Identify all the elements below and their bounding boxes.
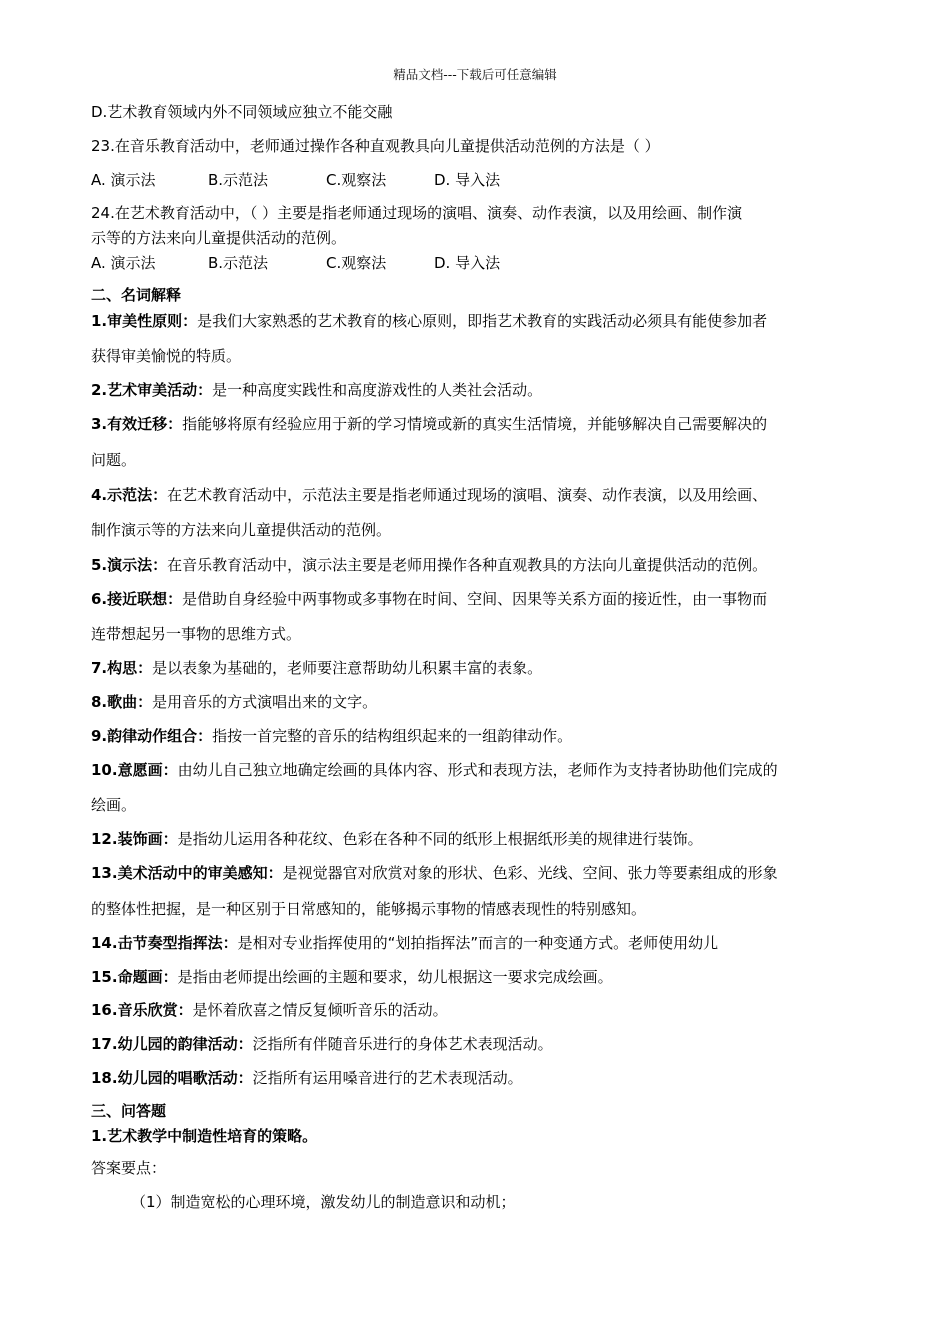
term-definition: 是指幼儿运用各种花纹、色彩在各种不同的纸形上根据纸形美的规律进行装饰。 bbox=[177, 830, 703, 848]
term-definition: 是用音乐的方式演唱出来的文字。 bbox=[152, 693, 378, 711]
term-label: 18.幼儿园的唱歌活动： bbox=[91, 1069, 253, 1087]
term-label: 2.艺术审美活动： bbox=[91, 381, 213, 399]
qa-question: 1.艺术教学中制造性培育的策略。 bbox=[91, 1127, 318, 1145]
q24-option-a: A. 演示法 bbox=[91, 254, 156, 272]
section-heading: 三、问答题 bbox=[91, 1102, 167, 1120]
term-entry bbox=[91, 1034, 553, 1054]
term-definition: 是借助自身经验中两事物或多事物在时间、空间、因果等关系方面的接近性，由一事物而 bbox=[182, 590, 768, 608]
term-definition: 泛指所有伴随音乐进行的身体艺术表现活动。 bbox=[252, 1035, 553, 1053]
q24-options bbox=[91, 253, 500, 273]
q22-option-d: D.艺术教育领域内外不同领域应独立不能交融 bbox=[91, 103, 393, 121]
q24-option-b: B.示范法 bbox=[208, 254, 269, 272]
term-label: 15.命题画： bbox=[91, 968, 178, 986]
term-label: 9.韵律动作组合： bbox=[91, 727, 213, 745]
term-label: 7.构思： bbox=[91, 659, 153, 677]
term-definition-continued: 的整体性把握，是一种区别于日常感知的，能够揭示事物的情感表现性的特别感知。 bbox=[91, 900, 647, 918]
term-entry bbox=[91, 589, 767, 609]
term-entry bbox=[91, 1068, 523, 1088]
term-label: 12.装饰画： bbox=[91, 830, 178, 848]
term-label: 6.接近联想： bbox=[91, 590, 183, 608]
term-entry bbox=[91, 485, 767, 505]
term-definition: 指按一首完整的音乐的结构组织起来的一组韵律动作。 bbox=[212, 727, 573, 745]
term-entry bbox=[91, 692, 377, 712]
q23-stem: 23.在音乐教育活动中，老师通过操作各种直观教具向儿童提供活动范例的方法是（ ） bbox=[91, 137, 660, 155]
term-definition: 指能够将原有经验应用于新的学习情境或新的真实生活情境，并能够解决自己需要解决的 bbox=[182, 415, 768, 433]
term-definition: 在音乐教育活动中，演示法主要是老师用操作各种直观教具的方法向儿童提供活动的范例。 bbox=[167, 556, 768, 574]
term-entry bbox=[91, 380, 542, 400]
term-definition-continued: 绘画。 bbox=[91, 796, 137, 814]
term-entry bbox=[91, 1000, 448, 1020]
term-entry bbox=[91, 726, 572, 746]
term-definition: 是以表象为基础的，老师要注意帮助幼儿积累丰富的表象。 bbox=[152, 659, 543, 677]
term-label: 14.击节奏型指挥法： bbox=[91, 934, 238, 952]
term-definition: 是相对专业指挥使用的“划拍指挥法”而言的一种变通方式。老师使用幼儿 bbox=[237, 934, 719, 952]
page-header: 精品文档---下载后可任意编辑 bbox=[393, 67, 557, 82]
term-label: 5.演示法： bbox=[91, 556, 168, 574]
term-definition: 由幼儿自己独立地确定绘画的具体内容、形式和表现方法，老师作为支持者协助他们完成的 bbox=[177, 761, 778, 779]
term-label: 16.音乐欣赏： bbox=[91, 1001, 193, 1019]
term-label: 1.审美性原则： bbox=[91, 312, 198, 330]
qa-answer-point: （1）制造宽松的心理环境，激发幼儿的制造意识和动机； bbox=[131, 1193, 516, 1211]
qa-answer-label: 答案要点： bbox=[91, 1159, 167, 1177]
term-definition-continued: 制作演示等的方法来向儿童提供活动的范例。 bbox=[91, 521, 392, 539]
term-entry bbox=[91, 414, 767, 434]
term-label: 13.美术活动中的审美感知： bbox=[91, 864, 283, 882]
term-definition-continued: 问题。 bbox=[91, 451, 137, 469]
q24-stem-line1: 24.在艺术教育活动中，（ ）主要是指老师通过现场的演唱、演奏、动作表演，以及用绘画、制作演 bbox=[91, 204, 743, 222]
section-heading: 二、名词解释 bbox=[91, 286, 182, 304]
term-entry bbox=[91, 555, 767, 575]
term-label: 10.意愿画： bbox=[91, 761, 178, 779]
q24-stem-line2: 示等的方法来向儿童提供活动的范例。 bbox=[91, 229, 347, 247]
term-entry bbox=[91, 863, 778, 883]
term-definition: 是指由老师提出绘画的主题和要求，幼儿根据这一要求完成绘画。 bbox=[177, 968, 613, 986]
term-definition-continued: 连带想起另一事物的思维方式。 bbox=[91, 625, 302, 643]
q23-options bbox=[91, 170, 500, 190]
term-entry bbox=[91, 829, 703, 849]
term-entry bbox=[91, 760, 778, 780]
term-entry bbox=[91, 311, 767, 331]
term-entry bbox=[91, 658, 542, 678]
term-definition: 在艺术教育活动中，示范法主要是指老师通过现场的演唱、演奏、动作表演，以及用绘画、 bbox=[167, 486, 768, 504]
term-entry bbox=[91, 933, 718, 953]
q23-option-c: C.观察法 bbox=[326, 171, 387, 189]
q23-option-d: D. 导入法 bbox=[434, 171, 501, 189]
term-definition: 是我们大家熟悉的艺术教育的核心原则，即指艺术教育的实践活动必须具有能使参加者 bbox=[197, 312, 768, 330]
term-definition-continued: 获得审美愉悦的特质。 bbox=[91, 347, 242, 365]
term-label: 8.歌曲： bbox=[91, 693, 153, 711]
term-entry bbox=[91, 967, 613, 987]
term-label: 17.幼儿园的韵律活动： bbox=[91, 1035, 253, 1053]
q24-option-c: C.观察法 bbox=[326, 254, 387, 272]
q23-option-b: B.示范法 bbox=[208, 171, 269, 189]
term-definition: 是一种高度实践性和高度游戏性的人类社会活动。 bbox=[212, 381, 543, 399]
term-label: 3.有效迁移： bbox=[91, 415, 183, 433]
term-definition: 是视觉器官对欣赏对象的形状、色彩、光线、空间、张力等要素组成的形象 bbox=[282, 864, 778, 882]
term-definition: 是怀着欣喜之情反复倾听音乐的活动。 bbox=[192, 1001, 448, 1019]
term-definition: 泛指所有运用嗓音进行的艺术表现活动。 bbox=[252, 1069, 523, 1087]
q23-option-a: A. 演示法 bbox=[91, 171, 156, 189]
term-label: 4.示范法： bbox=[91, 486, 168, 504]
q24-option-d: D. 导入法 bbox=[434, 254, 501, 272]
